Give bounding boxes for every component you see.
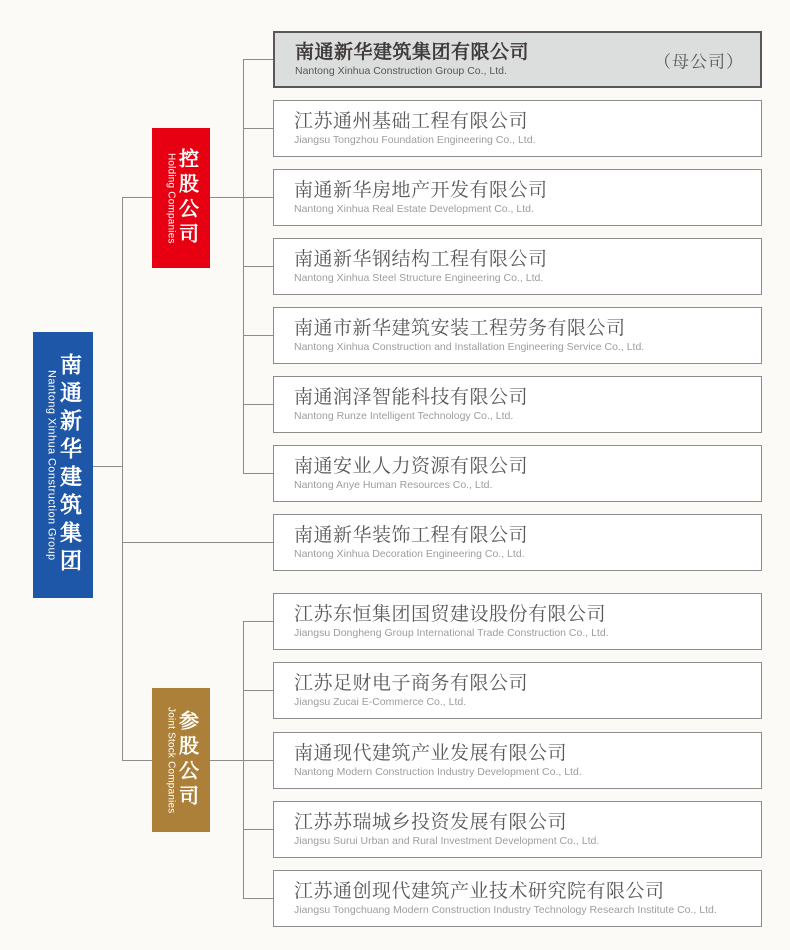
company-box [273,593,762,650]
root-group-box [33,332,93,598]
company-name-zh: 南通安业人力资源有限公司 [294,455,529,477]
connector-main-trunk [122,197,123,760]
company-name-zh: 南通市新华建筑安装工程劳务有限公司 [294,317,626,339]
company-name-en: Nantong Anye Human Resources Co., Ltd. [294,478,493,491]
parent-company-note: （母公司） [654,52,744,71]
company-name-zh: 南通新华钢结构工程有限公司 [294,248,548,270]
connector-stub [243,690,273,691]
connector-stub [243,128,273,129]
company-box [273,376,762,433]
company-name-zh: 江苏通创现代建筑产业技术研究院有限公司 [294,880,665,902]
connector-stub [243,59,273,60]
connector-decoration-branch [122,542,273,543]
company-box [273,870,762,927]
connector-stub [243,473,273,474]
company-name-zh: 江苏通州基础工程有限公司 [294,110,529,132]
company-name-en: Jiangsu Zucai E-Commerce Co., Ltd. [294,695,467,708]
company-box [273,732,762,789]
company-name-en: Jiangsu Tongchuang Modern Construction Industry Technology Research Institute Co., Ltd. [294,903,717,916]
company-name-en: Nantong Runze Intelligent Technology Co., Ltd. [294,409,514,422]
company-box [273,514,762,571]
company-name-zh: 南通新华房地产开发有限公司 [294,179,548,201]
company-name-en: Jiangsu Dongheng Group International Trade Construction Co., Ltd. [294,626,609,639]
connector-stub [243,829,273,830]
company-name-en: Nantong Xinhua Real Estate Development Co., Ltd. [294,202,534,215]
company-name-zh: 南通新华装饰工程有限公司 [294,524,529,546]
company-name-en: Nantong Xinhua Construction Group Co., Ltd. [295,64,507,77]
category-joint-stock-companies [152,688,210,832]
company-name-en: Nantong Xinhua Steel Structure Engineering Co., Ltd. [294,271,544,284]
company-box [273,801,762,858]
category-joint-label-en: Joint Stock Companies [165,706,177,814]
category-holding-companies [152,128,210,268]
connector-stub [243,898,273,899]
root-group-name-en: Nantong Xinhua Construction Group [45,369,58,561]
category-joint-label-zh: 参股公司 [175,710,198,810]
category-holding-label-en: Holding Companies [165,152,177,244]
root-group-name-zh: 南通新华建筑集团 [57,353,83,577]
connector-stub [243,621,273,622]
company-name-zh: 江苏足财电子商务有限公司 [294,672,529,694]
connector-stub [243,266,273,267]
company-box [273,100,762,157]
company-box [273,238,762,295]
company-name-zh: 南通润泽智能科技有限公司 [294,386,529,408]
connector-stub [243,335,273,336]
company-name-en: Nantong Xinhua Construction and Installation Engineering Service Co., Ltd. [294,340,645,353]
company-name-en: Jiangsu Tongzhou Foundation Engineering Co., Ltd. [294,133,536,146]
company-box [273,307,762,364]
company-name-zh: 南通现代建筑产业发展有限公司 [294,742,568,764]
connector-stub [243,404,273,405]
company-name-zh: 南通新华建筑集团有限公司 [295,41,530,63]
connector-root-to-trunk [93,466,122,467]
company-name-en: Nantong Xinhua Decoration Engineering Co., Ltd. [294,547,525,560]
company-box [273,445,762,502]
company-name-zh: 江苏苏瑞城乡投资发展有限公司 [294,811,568,833]
connector-stub [243,760,273,761]
connector-stub [243,197,273,198]
company-name-en: Nantong Modern Construction Industry Development Co., Ltd. [294,765,582,778]
company-box [273,662,762,719]
company-box [273,169,762,226]
company-name-en: Jiangsu Surui Urban and Rural Investment Development Co., Ltd. [294,834,600,847]
category-holding-label-zh: 控股公司 [175,148,198,248]
company-name-zh: 江苏东恒集团国贸建设股份有限公司 [294,603,607,625]
company-box-parent [273,31,762,88]
